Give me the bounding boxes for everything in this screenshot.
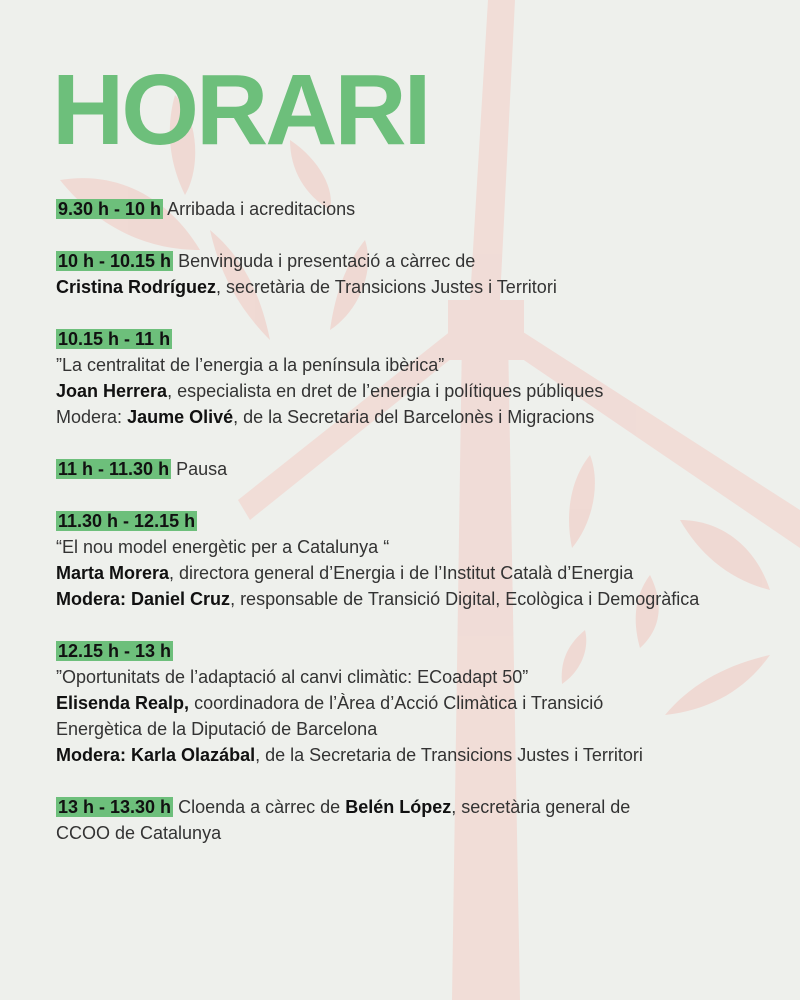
- moderator-role: , responsable de Transició Digital, Ecològica i Demogràfica: [230, 589, 700, 609]
- schedule-line: [56, 638, 776, 664]
- talk-title: “El nou model energètic per a Catalunya “: [56, 537, 390, 557]
- schedule-line: [56, 456, 776, 482]
- time-badge: 9.30 h - 10 h: [58, 199, 162, 219]
- schedule-item: [56, 456, 776, 482]
- closing-role-continued: CCOO de Catalunya: [56, 823, 222, 843]
- speaker-name: Cristina Rodríguez: [56, 277, 217, 297]
- closing-speaker-role: , secretària general de: [451, 797, 631, 817]
- schedule-item: [56, 638, 776, 768]
- item-text: Cloenda a càrrec de: [178, 797, 341, 817]
- moderator-name: Jaume Olivé: [127, 407, 234, 427]
- speaker-name: Marta Morera: [56, 563, 170, 583]
- schedule-item: [56, 248, 776, 300]
- speaker-line: [56, 690, 776, 716]
- time-badge: 10 h - 10.15 h: [58, 251, 172, 271]
- page-title: HORARI: [52, 54, 429, 166]
- item-text: Benvinguda i presentació a càrrec de: [178, 251, 476, 271]
- closing-speaker-name: Belén López: [345, 797, 452, 817]
- schedule-line: [56, 508, 776, 534]
- moderator-line: [56, 586, 776, 612]
- speaker-name: Joan Herrera: [56, 381, 168, 401]
- moderator-label: Modera:: [56, 407, 123, 427]
- moderator-name: Daniel Cruz: [131, 589, 231, 609]
- time-badge: 11 h - 11.30 h: [58, 459, 170, 479]
- moderator-role: , de la Secretaria del Barcelonès i Migracions: [233, 407, 595, 427]
- time-badge: 11.30 h - 12.15 h: [58, 511, 196, 531]
- speaker-role: , directora general d’Energia i de l’Institut Català d’Energia: [169, 563, 634, 583]
- time-badge: 10.15 h - 11 h: [58, 329, 171, 349]
- schedule-line: [56, 248, 776, 274]
- item-text: Arribada i acreditacions: [167, 199, 356, 219]
- talk-title: ”Oportunitats de l’adaptació al canvi climàtic: ECoadapt 50”: [56, 667, 529, 687]
- moderator-label: Modera:: [56, 589, 127, 609]
- moderator-name: Karla Olazábal: [131, 745, 256, 765]
- item-text: Pausa: [176, 459, 228, 479]
- schedule-line: [56, 326, 776, 352]
- schedule-item: [56, 196, 776, 222]
- schedule-item: [56, 508, 776, 612]
- speaker-role-continued: Energètica de la Diputació de Barcelona: [56, 719, 378, 739]
- schedule-line: [56, 794, 776, 820]
- speaker-line: [56, 378, 776, 404]
- time-badge: 13 h - 13.30 h: [58, 797, 172, 817]
- schedule-item: [56, 326, 776, 430]
- moderator-label: Modera:: [56, 745, 127, 765]
- schedule-document: [52, 54, 776, 872]
- moderator-line: [56, 742, 776, 768]
- moderator-line: [56, 404, 776, 430]
- speaker-role: , secretària de Transicions Justes i Territori: [216, 277, 557, 297]
- speaker-line: [56, 274, 776, 300]
- time-badge: 12.15 h - 13 h: [58, 641, 172, 661]
- speaker-line: [56, 560, 776, 586]
- talk-title: ”La centralitat de l’energia a la península ibèrica”: [56, 355, 445, 375]
- moderator-role: , de la Secretaria de Transicions Justes i Territori: [255, 745, 643, 765]
- schedule-line: [56, 196, 776, 222]
- speaker-role: , especialista en dret de l’energia i polítiques públiques: [167, 381, 604, 401]
- schedule-item: [56, 794, 776, 846]
- speaker-name: Elisenda Realp,: [56, 693, 190, 713]
- speaker-role: coordinadora de l’Àrea d’Acció Climàtica i Transició: [189, 693, 604, 713]
